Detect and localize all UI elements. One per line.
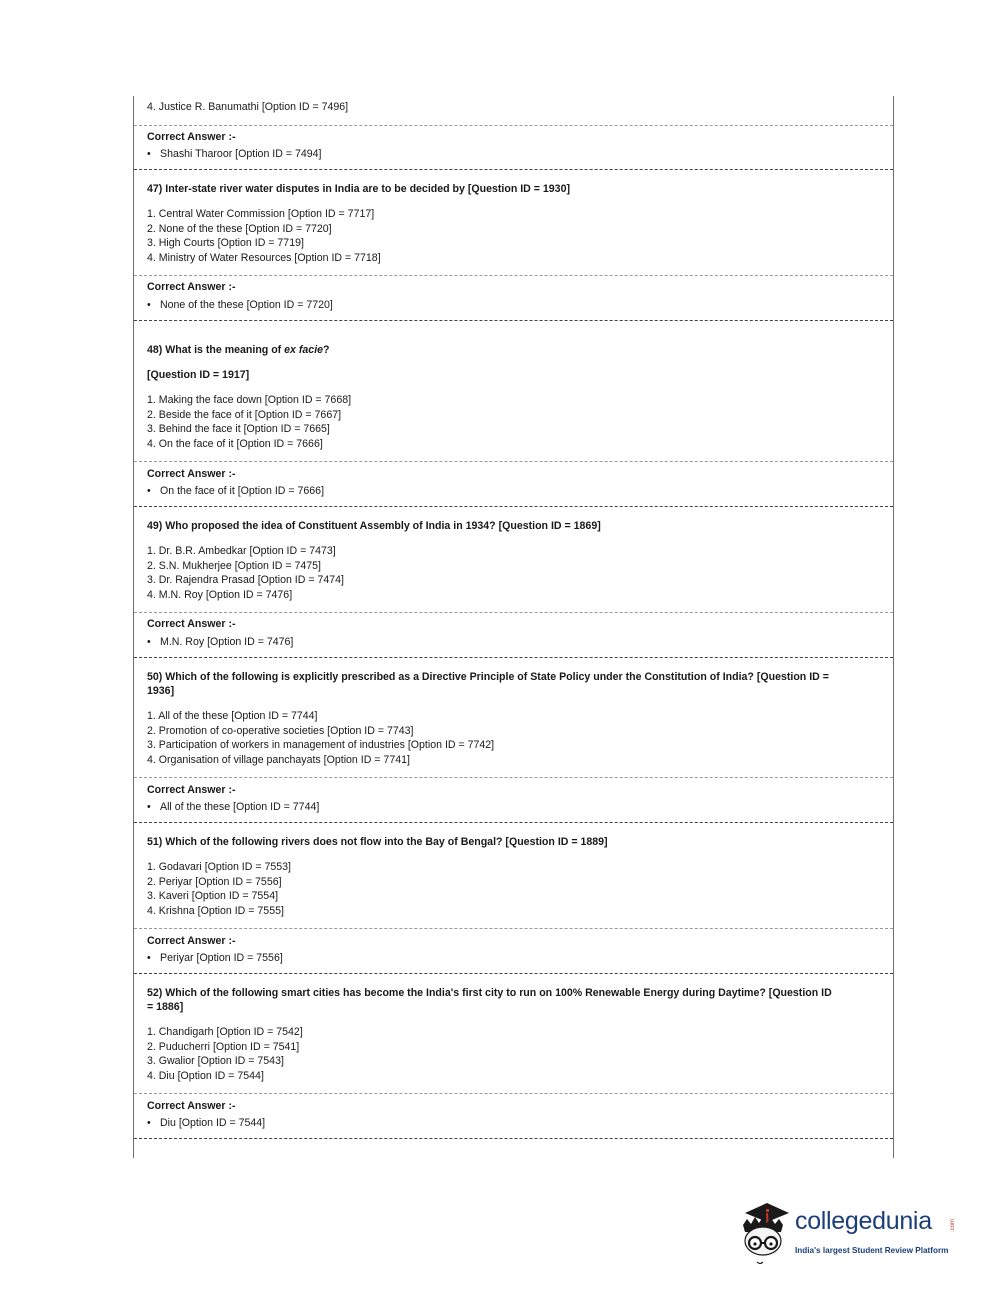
correct-answer: • Shashi Tharoor [Option ID = 7494] bbox=[147, 148, 322, 160]
option-52-3: 3. Gwalior [Option ID = 7543] bbox=[147, 1055, 284, 1067]
option-50-4: 4. Organisation of village panchayats [Option ID = 7741] bbox=[147, 754, 410, 766]
answer-label: Correct Answer :- bbox=[147, 131, 236, 143]
question-51: 51) Which of the following rivers does not flow into the Bay of Bengal? [Question ID = 1889] bbox=[147, 836, 608, 848]
question-49: 49) Who proposed the idea of Constituent Assembly of India in 1934? [Question ID = 1869] bbox=[147, 520, 601, 532]
correct-answer-49: • M.N. Roy [Option ID = 7476] bbox=[147, 636, 294, 648]
question-47: 47) Inter-state river water disputes in India are to be decided by [Question ID = 1930] bbox=[147, 183, 570, 195]
option-47-1: 1. Central Water Commission [Option ID = 7717] bbox=[147, 208, 375, 220]
question-divider bbox=[134, 169, 893, 170]
question-48: 48) What is the meaning of ex facie? bbox=[147, 344, 330, 356]
question-divider bbox=[134, 822, 893, 823]
option-48-2: 2. Beside the face of it [Option ID = 7667] bbox=[147, 409, 342, 421]
question-divider bbox=[134, 1138, 893, 1139]
divider bbox=[134, 461, 893, 462]
question-divider bbox=[134, 657, 893, 658]
mascot-icon bbox=[737, 1199, 797, 1269]
option-47-2: 2. None of the these [Option ID = 7720] bbox=[147, 223, 332, 235]
correct-answer-51: • Periyar [Option ID = 7556] bbox=[147, 952, 283, 964]
question-divider bbox=[134, 973, 893, 974]
divider bbox=[134, 777, 893, 778]
question-52-line-2: = 1886] bbox=[147, 1001, 184, 1013]
option-51-2: 2. Periyar [Option ID = 7556] bbox=[147, 876, 282, 888]
option-51-3: 3. Kaveri [Option ID = 7554] bbox=[147, 890, 279, 902]
question-52-line-1: 52) Which of the following smart cities has become the India's first city to run on 100% Renewable Energy during Daytime? [Question ID bbox=[147, 987, 832, 999]
option-52-2: 2. Puducherri [Option ID = 7541] bbox=[147, 1041, 300, 1053]
correct-answer-48: • On the face of it [Option ID = 7666] bbox=[147, 485, 325, 497]
option-51-1: 1. Godavari [Option ID = 7553] bbox=[147, 861, 291, 873]
divider bbox=[134, 928, 893, 929]
option-49-3: 3. Dr. Rajendra Prasad [Option ID = 7474] bbox=[147, 574, 344, 586]
correct-answer-47: • None of the these [Option ID = 7720] bbox=[147, 299, 333, 311]
answer-label-47: Correct Answer :- bbox=[147, 281, 236, 293]
correct-answer-52: • Diu [Option ID = 7544] bbox=[147, 1117, 266, 1129]
answer-label-48: Correct Answer :- bbox=[147, 468, 236, 480]
correct-answer-50: • All of the these [Option ID = 7744] bbox=[147, 801, 320, 813]
option-47-3: 3. High Courts [Option ID = 7719] bbox=[147, 237, 304, 249]
divider bbox=[134, 275, 893, 276]
logo-com: .com bbox=[950, 1219, 956, 1233]
logo-wordmark: collegedunia bbox=[795, 1207, 932, 1235]
option-48-3: 3. Behind the face it [Option ID = 7665] bbox=[147, 423, 330, 435]
question-48-id: [Question ID = 1917] bbox=[147, 369, 250, 381]
answer-label-51: Correct Answer :- bbox=[147, 935, 236, 947]
option-49-1: 1. Dr. B.R. Ambedkar [Option ID = 7473] bbox=[147, 545, 336, 557]
divider bbox=[134, 1093, 893, 1094]
divider bbox=[134, 612, 893, 613]
divider bbox=[134, 125, 893, 126]
answer-label-50: Correct Answer :- bbox=[147, 784, 236, 796]
option-48-1: 1. Making the face down [Option ID = 7668] bbox=[147, 394, 352, 406]
question-50-line-1: 50) Which of the following is explicitly prescribed as a Directive Principle of State Policy under the Constitution of India? [Question ID = bbox=[147, 671, 829, 683]
answer-label-49: Correct Answer :- bbox=[147, 618, 236, 630]
prev-option-4: 4. Justice R. Banumathi [Option ID = 7496] bbox=[147, 101, 349, 113]
collegedunia-logo bbox=[737, 1199, 962, 1269]
answer-label-52: Correct Answer :- bbox=[147, 1100, 236, 1112]
option-52-1: 1. Chandigarh [Option ID = 7542] bbox=[147, 1026, 303, 1038]
option-50-1: 1. All of the these [Option ID = 7744] bbox=[147, 710, 318, 722]
option-49-2: 2. S.N. Mukherjee [Option ID = 7475] bbox=[147, 560, 322, 572]
question-divider bbox=[134, 506, 893, 507]
option-52-4: 4. Diu [Option ID = 7544] bbox=[147, 1070, 264, 1082]
option-51-4: 4. Krishna [Option ID = 7555] bbox=[147, 905, 284, 917]
option-48-4: 4. On the face of it [Option ID = 7666] bbox=[147, 438, 323, 450]
option-47-4: 4. Ministry of Water Resources [Option ID = 7718] bbox=[147, 252, 381, 264]
logo-tagline: India's largest Student Review Platform bbox=[795, 1246, 949, 1255]
question-50-line-2: 1936] bbox=[147, 685, 175, 697]
question-sheet bbox=[133, 96, 894, 1158]
option-50-2: 2. Promotion of co-operative societies [Option ID = 7743] bbox=[147, 725, 414, 737]
option-50-3: 3. Participation of workers in management of industries [Option ID = 7742] bbox=[147, 739, 495, 751]
question-divider bbox=[134, 320, 893, 321]
option-49-4: 4. M.N. Roy [Option ID = 7476] bbox=[147, 589, 293, 601]
